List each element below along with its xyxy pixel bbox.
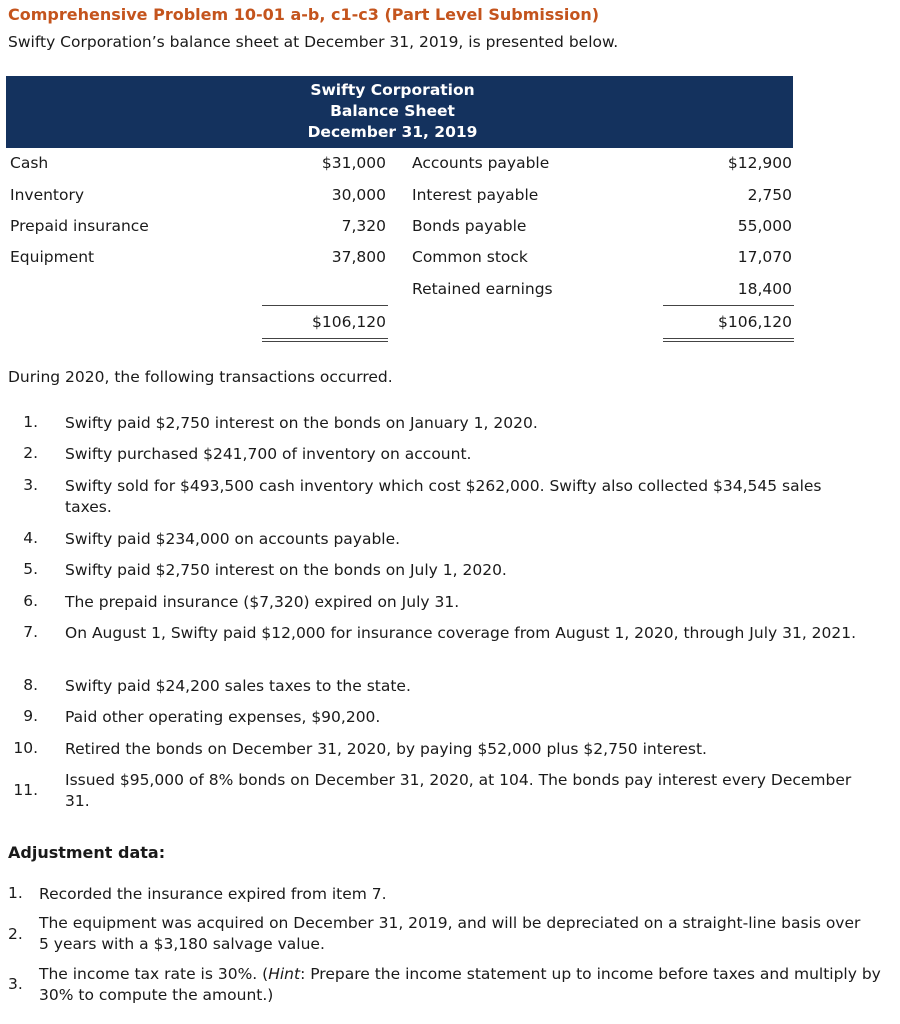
- transaction-text: Swifty purchased $241,700 of inventory on account.: [65, 445, 472, 463]
- transaction-number: 6.: [23, 592, 38, 610]
- transaction-text: Paid other operating expenses, $90,200.: [65, 708, 381, 726]
- transactions-intro: During 2020, the following transactions occurred.: [8, 368, 393, 386]
- balance-sheet-header: [6, 76, 793, 148]
- liabilities-subtotal-rule: [663, 305, 794, 306]
- problem-title: Comprehensive Problem 10-01 a-b, c1-c3 (Part Level Submission): [8, 5, 600, 24]
- assets-subtotal-rule: [262, 305, 388, 306]
- adjustment-number: 2.: [8, 925, 23, 943]
- transaction-text: Issued $95,000 of 8% bonds on December 31, 2020, at 104. The bonds pay interest every December 31.: [65, 771, 852, 810]
- transaction-text: On August 1, Swifty paid $12,000 for insurance coverage from August 1, 2020, through July 31, 2021.: [65, 624, 857, 642]
- problem-intro: Swifty Corporation’s balance sheet at December 31, 2019, is presented below.: [8, 33, 619, 51]
- company-name: Swifty Corporation: [310, 81, 475, 99]
- hint-label: Hint: [268, 965, 301, 983]
- statement-name: Balance Sheet: [330, 102, 455, 120]
- liability-name: Bonds payable: [412, 217, 527, 235]
- transaction-text: Retired the bonds on December 31, 2020, by paying $52,000 plus $2,750 interest.: [65, 740, 707, 758]
- statement-date: December 31, 2019: [307, 123, 478, 141]
- transaction-number: 10.: [13, 739, 38, 757]
- asset-amount: 7,320: [341, 217, 386, 235]
- adjustment-text-start: The income tax rate is 30%. (: [39, 965, 269, 983]
- adjustment-text: Recorded the insurance expired from item 7.: [39, 885, 387, 903]
- equity-amount: 17,070: [737, 248, 792, 266]
- asset-name: Cash: [10, 154, 49, 172]
- adjustment-text: The equipment was acquired on December 31, 2019, and will be depreciated on a straight-line basis over 5 years with a $3,180 salvage value.: [39, 914, 861, 953]
- transaction-text: Swifty paid $24,200 sales taxes to the state.: [65, 677, 411, 695]
- transaction-number: 1.: [23, 413, 38, 431]
- asset-amount: $31,000: [321, 154, 386, 172]
- transaction-text: Swifty paid $2,750 interest on the bonds on January 1, 2020.: [65, 414, 538, 432]
- transaction-number: 5.: [23, 560, 38, 578]
- transaction-number: 9.: [23, 707, 38, 725]
- equity-name: Common stock: [412, 248, 528, 266]
- asset-amount: 37,800: [331, 248, 386, 266]
- asset-name: Equipment: [10, 248, 95, 266]
- transaction-number: 11.: [13, 781, 38, 799]
- liability-amount: 2,750: [747, 186, 792, 204]
- transaction-text: The prepaid insurance ($7,320) expired on July 31.: [65, 593, 460, 611]
- transaction-number: 4.: [23, 529, 38, 547]
- liability-amount: $12,900: [727, 154, 792, 172]
- total-assets: $106,120: [312, 313, 386, 331]
- transaction-number: 8.: [23, 676, 38, 694]
- asset-name: Inventory: [10, 186, 85, 204]
- liability-name: Accounts payable: [412, 154, 550, 172]
- adjustment-number: 1.: [8, 884, 23, 902]
- adjustment-text: [39, 964, 889, 1006]
- transaction-number: 7.: [23, 623, 38, 641]
- transaction-number: 3.: [23, 476, 38, 494]
- asset-name: Prepaid insurance: [10, 217, 149, 235]
- liabilities-double-rule: [663, 338, 794, 342]
- adjustment-heading: Adjustment data:: [8, 843, 166, 862]
- assets-double-rule: [262, 338, 388, 342]
- adjustment-number: 3.: [8, 975, 23, 993]
- transaction-text: Swifty sold for $493,500 cash inventory which cost $262,000. Swifty also collected $34,545 sales taxes.: [65, 477, 822, 516]
- equity-name: Retained earnings: [412, 280, 553, 298]
- total-liabilities-equity: $106,120: [718, 313, 792, 331]
- transaction-text: Swifty paid $234,000 on accounts payable.: [65, 530, 401, 548]
- transaction-text: Swifty paid $2,750 interest on the bonds on July 1, 2020.: [65, 561, 507, 579]
- liability-amount: 55,000: [737, 217, 792, 235]
- asset-amount: 30,000: [331, 186, 386, 204]
- equity-amount: 18,400: [737, 280, 792, 298]
- adjustment-text-end: : Prepare the income statement up to income before taxes and multiply by 30% to compute the amount.): [39, 965, 881, 1004]
- liability-name: Interest payable: [412, 186, 539, 204]
- transaction-number: 2.: [23, 444, 38, 462]
